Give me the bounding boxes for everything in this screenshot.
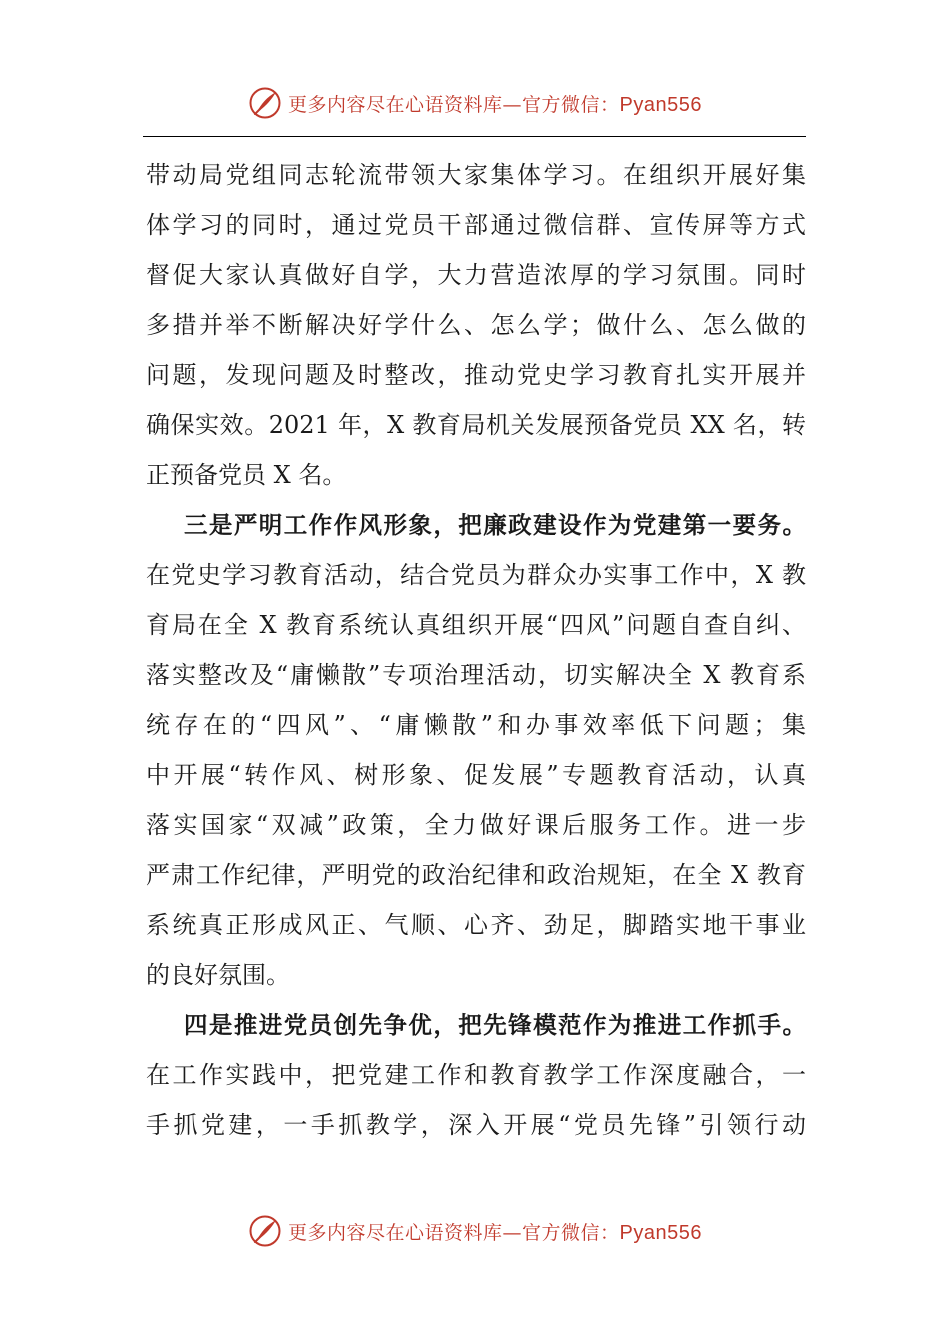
footer-wechat-id: Pyan556 bbox=[619, 1221, 702, 1244]
body-line: 问题，发现问题及时整改，推动党史学习教育扎实开展并 bbox=[146, 361, 806, 389]
body-line: 手抓党建，一手抓教学，深入开展“党员先锋”引领行动 bbox=[146, 1111, 806, 1139]
body-line: 的良好氛围。 bbox=[146, 961, 290, 989]
document-body bbox=[146, 150, 806, 1150]
body-line: 系统真正形成风正、气顺、心齐、劲足，脚踏实地干事业 bbox=[146, 911, 806, 939]
body-line: 在工作实践中，把党建工作和教育教学工作深度融合，一 bbox=[146, 1061, 806, 1089]
section-heading: 四是推进党员创先争优，把先锋模范作为推进工作抓手。 bbox=[184, 1011, 806, 1039]
body-line: 多措并举不断解决好学什么、怎么学；做什么、怎么做的 bbox=[146, 311, 806, 339]
footer-banner-text bbox=[288, 1218, 702, 1245]
section-heading: 三是严明工作作风形象，把廉政建设作为党建第一要务。 bbox=[184, 511, 806, 539]
body-line: 确保实效。2021 年，X 教育局机关发展预备党员 XX 名，转 bbox=[146, 411, 806, 439]
header-wechat-id: Pyan556 bbox=[619, 93, 702, 116]
body-line: 正预备党员 X 名。 bbox=[146, 461, 347, 489]
body-line: 严肃工作纪律，严明党的政治纪律和政治规矩，在全 X 教育 bbox=[146, 861, 806, 889]
header-banner bbox=[0, 80, 950, 126]
body-line: 落实国家“双减”政策，全力做好课后服务工作。进一步 bbox=[146, 811, 806, 839]
header-banner-label: 更多内容尽在心语资料库—官方微信： bbox=[288, 93, 620, 116]
body-line: 督促大家认真做好自学，大力营造浓厚的学习氛围。同时 bbox=[146, 261, 806, 289]
quill-logo-icon bbox=[248, 86, 282, 120]
footer-banner bbox=[0, 1208, 950, 1254]
header-banner-text bbox=[288, 90, 702, 117]
body-line: 在党史学习教育活动，结合党员为群众办实事工作中，X 教 bbox=[146, 561, 806, 589]
body-line: 统存在的“四风”、“庸懒散”和办事效率低下问题；集 bbox=[146, 711, 806, 739]
body-line: 体学习的同时，通过党员干部通过微信群、宣传屏等方式 bbox=[146, 211, 806, 239]
body-line: 育局在全 X 教育系统认真组织开展“四风”问题自查自纠、 bbox=[146, 611, 806, 639]
quill-logo-icon bbox=[248, 1214, 282, 1248]
body-line: 中开展“转作风、树形象、促发展”专题教育活动，认真 bbox=[146, 761, 806, 789]
body-line: 带动局党组同志轮流带领大家集体学习。在组织开展好集 bbox=[146, 161, 806, 189]
header-rule bbox=[143, 136, 806, 137]
body-line: 落实整改及“庸懒散”专项治理活动，切实解决全 X 教育系 bbox=[146, 661, 806, 689]
footer-banner-label: 更多内容尽在心语资料库—官方微信： bbox=[288, 1221, 620, 1244]
